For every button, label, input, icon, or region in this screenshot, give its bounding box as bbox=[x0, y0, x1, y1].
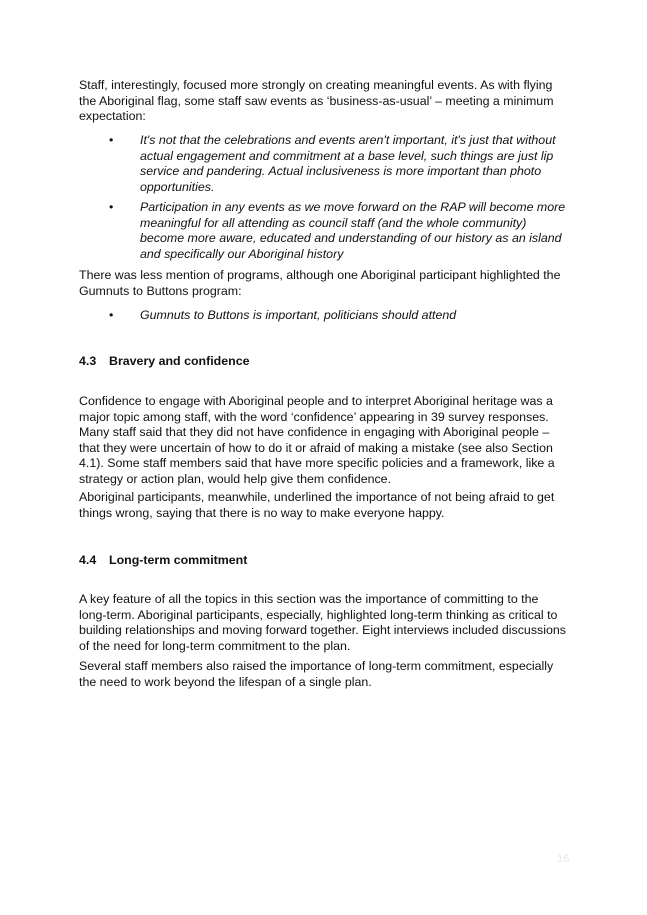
paragraph-aboriginal-participants: Aboriginal participants, meanwhile, underlined the importance of not being afraid to get things wrong, saying that there is no way to make everyone happy. bbox=[79, 490, 555, 520]
section-number: 4.4 bbox=[79, 553, 97, 567]
paragraph-staff-commitment: Several staff members also raised the importance of long-term commitment, especially the need to work beyond the lifespan of a single plan. bbox=[79, 659, 554, 689]
paragraph-programs: There was less mention of programs, although one Aboriginal participant highlighted the Gumnuts to Buttons program: bbox=[79, 268, 561, 298]
quote-participation: Participation in any events as we move forward on the RAP will become more meaningful for all attending as council staff (and the whole community) become more aware, educated and understanding of our history as an island and specifically our Aboriginal history bbox=[140, 200, 566, 261]
section-heading-4-4 bbox=[79, 553, 247, 569]
paragraph-confidence: Confidence to engage with Aboriginal people and to interpret Aboriginal heritage was a major topic among staff, with the word ‘confidence’ appearing in 39 survey responses. Many staff said that they did not have confidence in engaging with Aboriginal people – that they were uncertain of how to do it or afraid of making a mistake (see also Section 4.1). Some staff members said that have more specific policies and a framework, like a strategy or action plan, would help give them confidence. bbox=[79, 394, 555, 486]
quote-celebrations: It's not that the celebrations and events aren't important, it's just that without actual engagement and commitment at a base level, such things are just lip service and pandering. Actual inclusiveness is more important than photo opportunities. bbox=[140, 133, 556, 194]
bullet-dot: • bbox=[109, 133, 114, 147]
quote-gumnuts: Gumnuts to Buttons is important, politicians should attend bbox=[140, 308, 457, 322]
section-title: Bravery and confidence bbox=[109, 354, 250, 368]
bullet-dot: • bbox=[109, 200, 114, 214]
section-number: 4.3 bbox=[79, 354, 97, 368]
bullet-dot: • bbox=[109, 308, 114, 322]
paragraph-long-term: A key feature of all the topics in this section was the importance of committing to the long-term. Aboriginal participants, especially, highlighted long-term thinking as critical to building relationships and moving forward together. Eight interviews included discussions of the need for long-term commitment to the plan. bbox=[79, 592, 566, 653]
section-heading-4-3 bbox=[79, 354, 249, 370]
paragraph-events-intro: Staff, interestingly, focused more strongly on creating meaningful events. As with flying the Aboriginal flag, some staff saw events as ‘business-as-usual’ – meeting a minimum expectation: bbox=[79, 78, 554, 123]
page-number: 16 bbox=[557, 853, 570, 865]
section-title: Long-term commitment bbox=[109, 553, 248, 567]
